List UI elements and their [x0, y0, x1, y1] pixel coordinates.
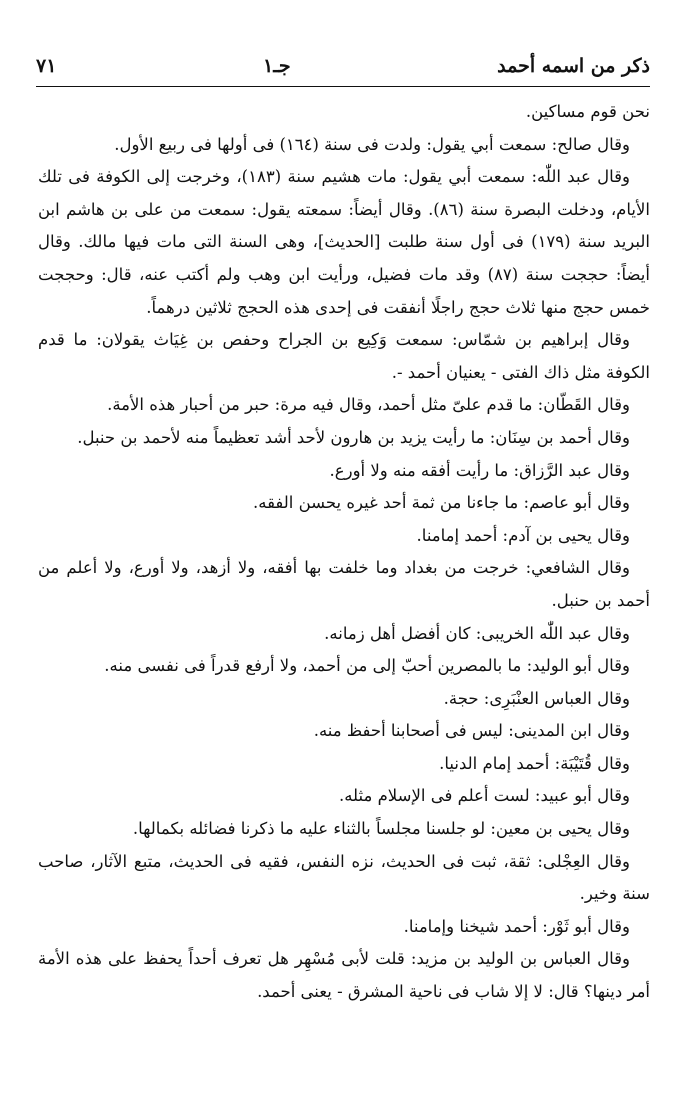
paragraph: وقال عبد اللّٰه: سمعت أبي يقول: مات هشيم سنة (١٨٣)، وخرجت إلى الكوفة فى تلك الأيام، ودخلت البصرة سنة (٨٦). وقال أيضاً: سمعته يقول: سمعت من على بن هاشم ابن البريد سنة (١٧٩) فى أول سنة طلبت [الحديث]، وهى السنة التى مات فيها مالك. وقال أيضاً: حججت سنة (٨٧) وقد مات فضيل، ورأيت ابن وهب ولم أكتب عنه، قال: وحججت خمس حجج منها ثلاث حجج راجلًا أنفقت فى إحدى هذه الحجج ثلاثين درهماً. — [38, 167, 651, 317]
paragraph: وقال الشافعي: خرجت من بغداد وما خلفت بها أفقه، ولا أزهد، ولا أورع، ولا أعلم من أحمد بن حنبل. — [38, 558, 650, 610]
paragraph: وقال العباس العنْبَرِى: حجة. — [443, 688, 630, 708]
running-title: ذكر من اسمه أحمد — [497, 55, 650, 77]
paragraph: وقال يحيى بن آدم: أحمد إمامنا. — [416, 525, 630, 545]
body-text — [38, 96, 650, 1009]
paragraph: وقال أبو ثَوْر: أحمد شيخنا وإمامنا. — [403, 916, 630, 936]
paragraph: وقال العباس بن الوليد بن مزيد: قلت لأبى مُسْهِر هل تعرف أحداً يحفظ على هذه الأمة أمر دينها؟ قال: لا إلا شاب فى ناحية المشرق - يعنى أحمد. — [38, 949, 650, 1002]
page-number: ٧١ — [36, 55, 57, 77]
paragraph: وقال العِجْلى: ثقة، ثبت فى الحديث، نزه النفس، فقيه فى الحديث، متبع الآثار، صاحب سنة وخير. — [38, 851, 650, 904]
paragraph: وقال يحيى بن معين: لو جلسنا مجلساً بالثناء عليه ما ذكرنا فضائله بكمالها. — [132, 819, 630, 839]
paragraph: وقال قُتَيْبَة: أحمد إمام الدنيا. — [439, 753, 630, 773]
paragraph: وقال أحمد بن سِنَان: ما رأيت يزيد بن هارون لأحد أشد تعظيماً منه لأحمد بن حنبل. — [77, 427, 630, 447]
paragraph: وقال القَطّان: ما قدم علىّ مثل أحمد، وقال فيه مرة: حبر من أحبار هذه الأمة. — [107, 395, 630, 415]
paragraph: وقال أبو الوليد: ما بالمصرين أحبّ إلى من أحمد، ولا أرفع قدراً فى نفسى منه. — [104, 656, 630, 676]
page-header — [36, 46, 650, 87]
paragraph: وقال عبد الرَّزاق: ما رأيت أفقه منه ولا أورع. — [329, 460, 630, 480]
paragraph: وقال إبراهيم بن شمّاس: سمعت وَكِيع بن الجراح وحفص بن غِيَاث يقولان: ما قدم الكوفة مثل ذاك الفتى - يعنيان أحمد -. — [38, 330, 650, 382]
paragraph: وقال أبو عاصم: ما جاءنا من ثمة أحد غيره يحسن الفقه. — [252, 493, 630, 513]
paragraph: وقال ابن المدينى: ليس فى أصحابنا أحفظ منه. — [313, 721, 630, 741]
paragraph: وقال عبد اللّٰه الخريبى: كان أفضل أهل زمانه. — [324, 623, 630, 643]
paragraph: وقال صالح: سمعت أبي يقول: ولدت فى سنة (١٦٤) فى أولها فى ربيع الأول. — [114, 134, 630, 154]
volume-label: جـ١ — [263, 55, 291, 77]
paragraph: نحن قوم مساكين. — [525, 102, 650, 121]
paragraph: وقال أبو عبيد: لست أعلم فى الإسلام مثله. — [338, 786, 630, 806]
